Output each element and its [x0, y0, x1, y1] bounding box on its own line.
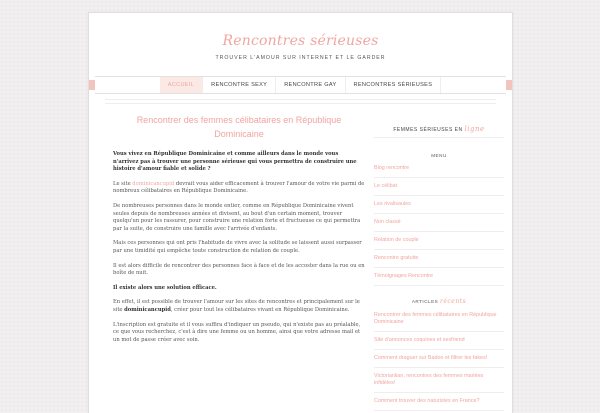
text: devrait vous aider efficacement à trouver l'amour de votre vie parmi de nombreux célibataires en République Dominicaine.: [113, 180, 365, 195]
nav-ribbon-right: [506, 80, 512, 90]
header-divider: [105, 99, 496, 104]
menu-item[interactable]: Les rivalisaules: [374, 196, 504, 214]
recent-article-link[interactable]: Comment trouver des naturistes en France?: [374, 393, 504, 411]
recent-articles-list: [374, 307, 504, 411]
post-paragraph: De nombreuses personnes dans le monde entier, comme en République Dominicaine vivent seules depuis de nombreuses années et divisent, au bout d'un certain moment, trouver quelqu'un pour les rassurer, pour construire une relation forte et fructueuse ce qui permettra par la suite, de construire une famille avec l'arrivée d'enfants.: [113, 202, 361, 232]
menu-item[interactable]: Témoignages Rencontre: [374, 268, 504, 286]
nav-ribbon-left: [89, 80, 95, 90]
widget-title: [374, 125, 504, 138]
post-paragraph: L'inscription est gratuite et il vous suffira d'indiquer un pseudo, qui n'existe pas au préalable, ce que vous recherchez, c'est à dire une femme ou un homme, ainsi que votre adresse mail et un mot de passe créer avec soin.: [113, 321, 361, 343]
recent-article-link[interactable]: Victorianlian, rencontres des femmes mariées infidèles!: [374, 368, 504, 393]
recent-article-link[interactable]: Site d'annonces coquines et sexfriend: [374, 332, 504, 350]
text: Le site: [113, 180, 133, 187]
menu-item[interactable]: Rencontre gratuite: [374, 250, 504, 268]
post-paragraph: Il existe alors une solution efficace.: [113, 284, 217, 291]
nav-item-rencontre-sexy[interactable]: RENCONTRE SEXY: [203, 77, 276, 93]
main-content: [113, 113, 365, 351]
menu-item[interactable]: Blog rencontre: [374, 160, 504, 178]
bold-text: dominicancupid: [124, 306, 171, 313]
text: En effet, il est possible de trouver l'amour sur les sites de rencontres et principalement sur le site: [113, 299, 360, 313]
menu-item[interactable]: Non classé: [374, 214, 504, 232]
post-paragraph: [113, 181, 365, 196]
recent-article-link[interactable]: Comment draguer sur Badoo et filtrer les fakes!: [374, 350, 504, 368]
post-title[interactable]: Rencontrer des femmes célibataires en République Dominicaine: [136, 115, 342, 139]
post-paragraph: [113, 299, 365, 314]
nav-item-accueil[interactable]: ACCUEIL: [160, 77, 203, 93]
site-tagline: TROUVER L'AMOUR SUR INTERNET ET LE GARDER: [215, 55, 386, 61]
menu-item[interactable]: Le célibat: [374, 178, 504, 196]
menu-list: [374, 160, 504, 286]
post-paragraph: Vous vivez en République Dominicaine et comme ailleurs dans le monde vous n'arrivez pas à trouver une personne sérieuse qui vous permettra de construire une histoire d'amour fiable et solide ?: [113, 151, 357, 173]
post-paragraph: Il est alors difficile de rencontrer des personnes face à face et de les accoster dans la rue ou en boîte de nuit.: [113, 262, 365, 277]
menu-item[interactable]: Relation de couple: [374, 232, 504, 250]
page-container: [88, 12, 513, 413]
nav-item-rencontre-gay[interactable]: RENCONTRE GAY: [276, 77, 345, 93]
sidebar: [374, 125, 504, 411]
text: , créer pour tout les célibataires vivant en République Dominicaine.: [170, 306, 350, 313]
recent-article-link[interactable]: Rencontrer des femmes célibataires en République Dominicaine: [374, 307, 504, 332]
recent-title-script: récents: [439, 298, 467, 305]
recent-articles-title: [374, 298, 504, 305]
nav-item-rencontres-serieuses[interactable]: RENCONTRES SÉRIEUSES: [346, 77, 442, 93]
recent-title-text: ARTICLES: [411, 299, 439, 304]
post-paragraph: Mais ces personnes qui ont pris l'habitude de vivre avec la solitude se laissent aussi surpasser par une timidité qui empêche toute construction de relation de couple.: [113, 240, 362, 254]
menu-title: MENU: [431, 153, 447, 158]
main-nav: [95, 76, 506, 94]
dominicancupid-link[interactable]: dominicancupid: [132, 180, 175, 187]
site-title[interactable]: Rencontres sérieuses: [222, 33, 379, 49]
widget-title-text: FEMMES SÉRIEUSES EN: [393, 127, 463, 133]
widget-title-script: ligne: [464, 125, 485, 133]
